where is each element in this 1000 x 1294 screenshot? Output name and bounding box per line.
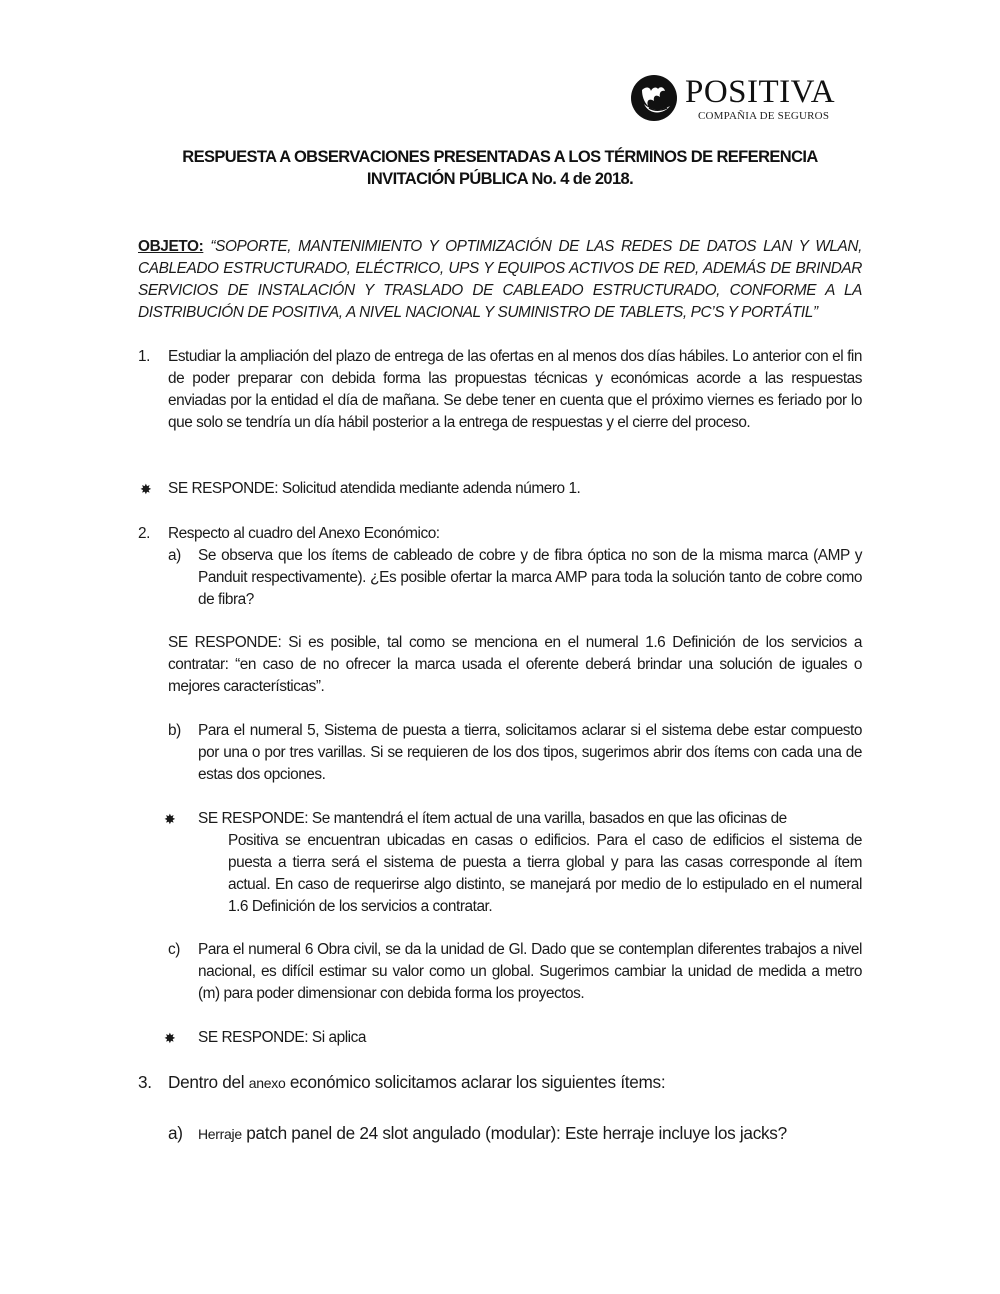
item-2b-letter: b) bbox=[168, 722, 181, 739]
item-2a-response: SE RESPONDE: Si es posible, tal como se menciona en el numeral 1.6 Definición de los servicios a contratar: “en caso de no ofrecer la marca usada el oferente deberá brindar una solución de iguales o mejores características”. bbox=[168, 634, 862, 695]
item-3a-text-small: Herraje bbox=[198, 1126, 242, 1142]
item-3-text-b: económico solicitamos aclarar los siguientes ítems: bbox=[285, 1072, 666, 1092]
item-2c-response: SE RESPONDE: Si aplica bbox=[198, 1029, 367, 1046]
item-3a-text-rest: patch panel de 24 slot angulado (modular): Este herraje incluye los jacks? bbox=[241, 1123, 787, 1143]
bullet-star-icon: ✸ bbox=[164, 1030, 176, 1046]
item-3-text-small: anexo bbox=[248, 1075, 286, 1091]
item-1-number: 1. bbox=[138, 348, 150, 365]
logo-subtitle: COMPAÑIA DE SEGUROS bbox=[698, 110, 830, 122]
item-1-text: Estudiar la ampliación del plazo de entrega de las ofertas en al menos dos días hábiles. Lo anterior con el fin de poder preparar con debida forma las propuestas técnicas y económicas acorde a las respuestas enviadas por la entidad el día de mañana. Se debe tener en cuenta que el próximo viernes es feriado por lo que solo se tendría un día hábil posterior a la entrega de respuestas y el cierre del proceso. bbox=[168, 348, 862, 431]
item-2b-response-rest: Positiva se encuentran ubicadas en casas o edificios. Para el caso de edificios el sistema de puesta a tierra será el sistema de puesta a tierra global y para las casas corresponde al ítem actual. En caso de requerirse algo distinto, se manejará por medio de lo estipulado en el numeral 1.6 Definición de los servicios a contratar. bbox=[228, 832, 862, 915]
objeto-paragraph bbox=[138, 236, 862, 324]
item-2a-letter: a) bbox=[168, 547, 181, 564]
item-3-text bbox=[168, 1071, 862, 1094]
item-2b-text: Para el numeral 5, Sistema de puesta a tierra, solicitamos aclarar si el sistema debe estar compuesto por una o por tres varillas. Si se requieren de los dos tipos, sugerimos abrir dos ítems con cada una de estas dos opciones. bbox=[198, 722, 862, 783]
positiva-emblem-icon bbox=[630, 74, 678, 122]
document-title bbox=[138, 146, 862, 190]
title-line-1: RESPUESTA A OBSERVACIONES PRESENTADAS A LOS TÉRMINOS DE REFERENCIA bbox=[182, 148, 818, 166]
item-3a-letter: a) bbox=[168, 1123, 183, 1143]
item-3-text-a: Dentro del bbox=[168, 1072, 249, 1092]
item-2-number: 2. bbox=[138, 525, 150, 542]
item-2c-text: Para el numeral 6 Obra civil, se da la unidad de Gl. Dado que se contemplan diferentes trabajos a nivel nacional, es difícil estimar su valor como un global. Sugerimos cambiar la unidad de medida a metro (m) para poder dimensionar con debida forma los proyectos. bbox=[198, 941, 862, 1002]
item-3-number: 3. bbox=[138, 1072, 152, 1092]
item-2b-response-first-line: SE RESPONDE: Se mantendrá el ítem actual de una varilla, basados en que las oficinas de bbox=[198, 810, 787, 827]
objeto-label: OBJETO: bbox=[138, 238, 204, 255]
title-line-2: INVITACIÓN PÚBLICA No. 4 de 2018. bbox=[366, 170, 634, 188]
positiva-logo bbox=[630, 72, 845, 128]
item-2c-letter: c) bbox=[168, 941, 180, 958]
item-2-text: Respecto al cuadro del Anexo Económico: bbox=[168, 525, 440, 542]
bullet-star-icon: ✸ bbox=[164, 811, 176, 827]
item-2a-text: Se observa que los ítems de cableado de cobre y de fibra óptica no son de la misma marca (AMP y Panduit respectivamente). ¿Es posible ofertar la marca AMP para toda la solución tanto de cobre como de fibra? bbox=[198, 547, 862, 608]
bullet-star-icon: ✸ bbox=[140, 481, 152, 497]
logo-name: POSITIVA bbox=[685, 74, 836, 110]
item-1-response: SE RESPONDE: Solicitud atendida mediante adenda número 1. bbox=[168, 480, 581, 497]
item-3a-text bbox=[198, 1122, 862, 1145]
objeto-text: “SOPORTE, MANTENIMIENTO Y OPTIMIZACIÓN DE LAS REDES DE DATOS LAN Y WLAN, CABLEADO ESTRUCTURADO, ELÉCTRICO, UPS Y EQUIPOS ACTIVOS DE RED, ADEMÁS DE BRINDAR SERVICIOS DE INSTALACIÓN Y TRASLADO DE CABLEADO ESTRUCTURADO, CONFORME A LA DISTRIBUCIÓN DE POSITIVA, A NIVEL NACIONAL Y SUMINISTRO DE TABLETS, PC’S Y PORTÁTIL” bbox=[138, 238, 862, 321]
